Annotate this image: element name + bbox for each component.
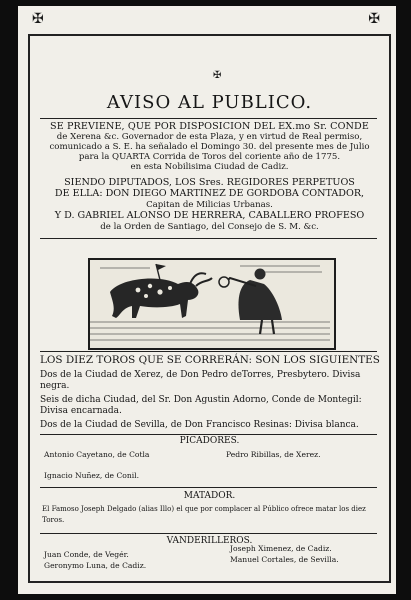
para2-line-3: Capitan de Milicias Urbanas. <box>146 200 273 210</box>
para2-line-2: DE ELLA: DON DIEGO MARTINEZ DE GORDOBA CONTADOR, <box>54 188 365 199</box>
vanderillero-right-1: Joseph Ximenez, de Cadiz. <box>230 544 332 553</box>
toros-line-4: Divisa encarnada. <box>40 406 122 416</box>
toros-line-5: Dos de la Ciudad de Sevilla, de Don Francisco Resinas: Divisa blanca. <box>40 420 359 430</box>
para1-line-2: de Xerena &c. Governador de esta Plaza, y en virtud de Real permiso, <box>56 132 363 142</box>
para1-line-4: para la QUARTA Corrida de Toros del coriente año de 1775. <box>78 152 341 162</box>
picadores-heading: PICADORES. <box>179 436 240 446</box>
vanderillero-right-2: Manuel Cortales, de Sevilla. <box>230 555 339 564</box>
cross-ornament-left: ✠ <box>32 11 44 27</box>
title-rule <box>40 118 377 119</box>
para2-line-4: Y D. GABRIEL ALONSO DE HERRERA, CABALLERO PROFESO <box>54 210 365 221</box>
vanderillero-left-2: Geronymo Luna, de Cadiz. <box>44 561 147 570</box>
toros-line-2: negra. <box>40 381 70 391</box>
para2-rule <box>40 238 377 239</box>
vanderillero-left-1: Juan Conde, de Vegér. <box>44 550 129 559</box>
page-border <box>28 34 391 583</box>
para2-line-5: de la Orden de Santiago, del Consejo de S. M. &c. <box>100 222 319 232</box>
matador-line-2: Toros. <box>42 515 65 524</box>
cross-ornament-right: ✠ <box>368 11 380 27</box>
toros-heading: LOS DIEZ TOROS QUE SE CORRERÁN: SON LOS SIGUIENTES <box>40 354 380 366</box>
toros-line-1: Dos de la Ciudad de Xerez, de Don Pedro deTorres, Presbytero. Divisa <box>40 370 361 380</box>
picadores-rule <box>40 434 377 435</box>
bullfight-woodcut <box>88 258 336 350</box>
matador-rule <box>40 487 377 488</box>
para1-line-3: comunicado a S. E. ha señalado el Domingo 30. del presente mes de Julio <box>49 142 370 152</box>
broadside-sheet <box>18 6 396 594</box>
vanderilleros-rule <box>40 533 377 534</box>
poster-title: AVISO AL PUBLICO. <box>106 92 313 113</box>
cross-ornament-top: ✠ <box>213 70 222 81</box>
picador-right-1: Pedro Ribillas, de Xerez. <box>226 450 321 459</box>
para1-line-1: SE PREVIENE, QUE POR DISPOSICION DEL EX.mo Sr. CONDE <box>50 121 369 132</box>
toros-line-3: Seis de dicha Ciudad, del Sr. Don Agustin Adorno, Conde de Montegil: <box>40 395 362 405</box>
para1-line-5: en esta Nobilisima Ciudad de Cadiz. <box>130 162 289 172</box>
picador-left-2: Ignacio Nuñez, de Conil. <box>44 471 140 480</box>
bullfight-woodcut-illustration <box>90 260 330 344</box>
para2-line-1: SIENDO DIPUTADOS, LOS Sres. REGIDORES PERPETUOS <box>64 177 355 188</box>
toros-rule <box>40 351 377 352</box>
matador-line-1: El Famoso Joseph Delgado (alias Illo) el que por complacer al Público ofrece matar los diez <box>42 505 366 513</box>
vanderilleros-heading: VANDERILLEROS. <box>166 536 253 546</box>
picador-left-1: Antonio Cayetano, de Cotla <box>44 450 150 459</box>
matador-heading: MATADOR. <box>183 491 236 501</box>
